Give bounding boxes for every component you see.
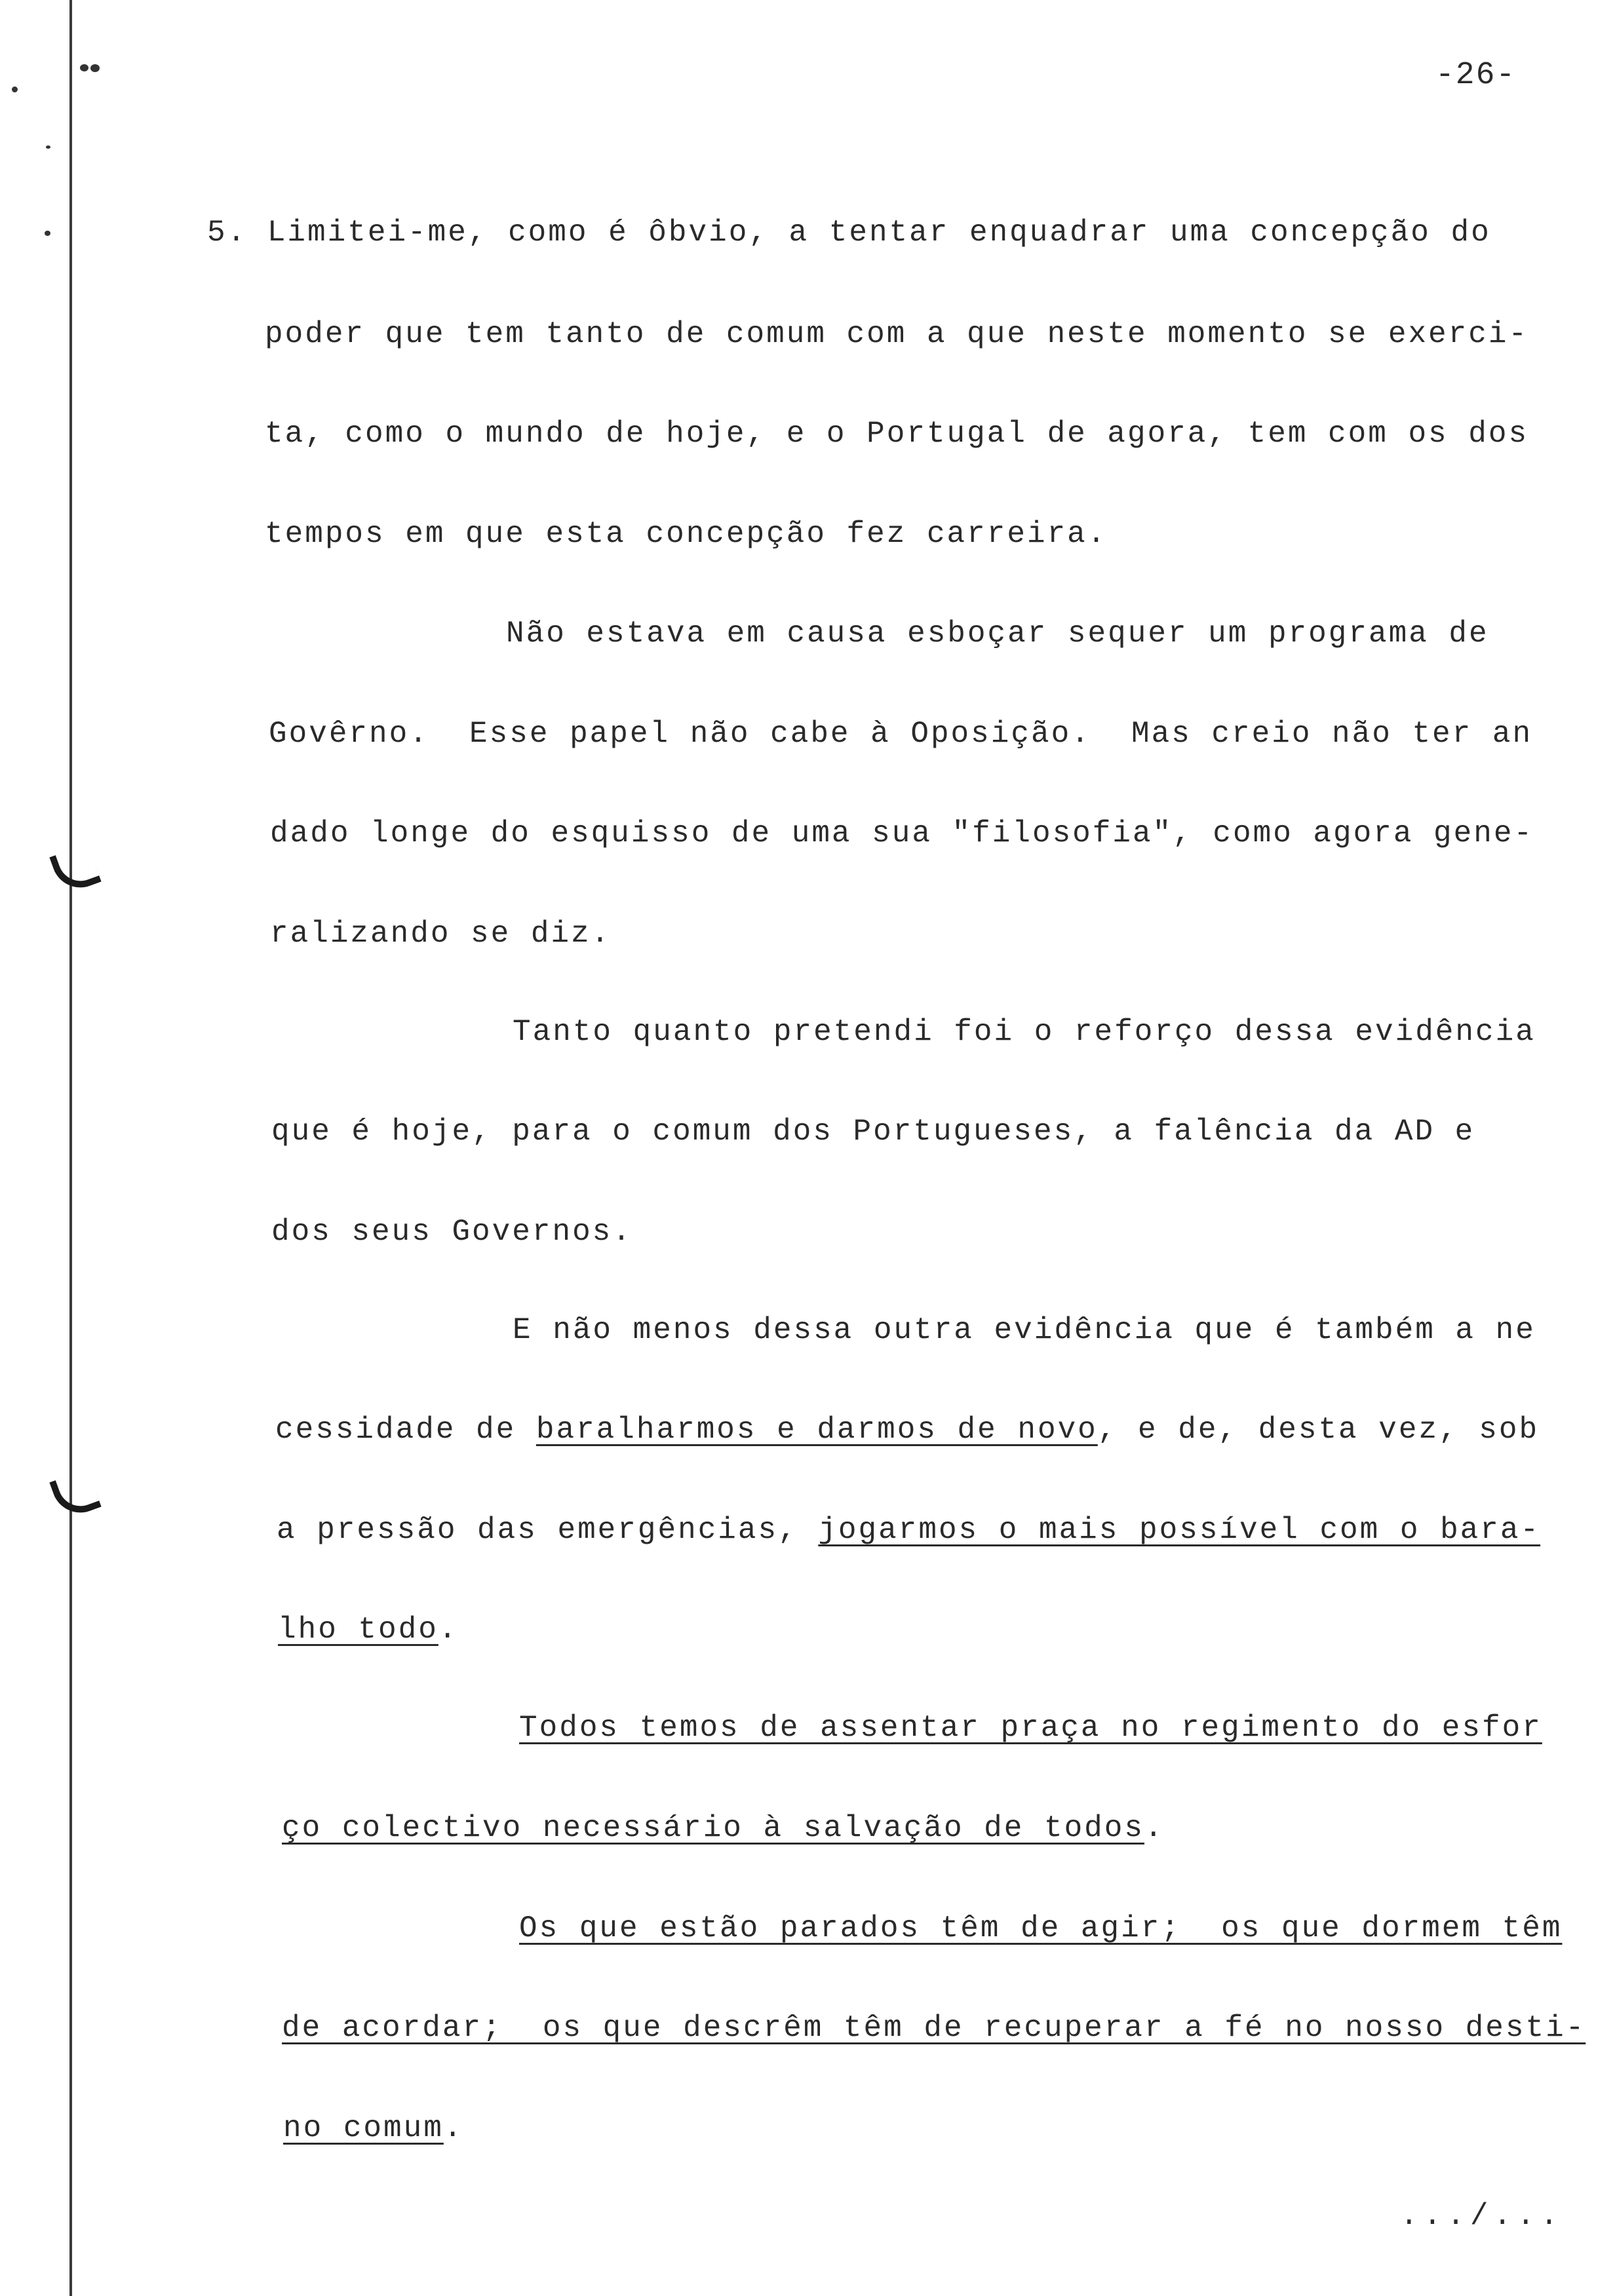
- text-line: [506, 614, 1489, 653]
- margin-bracket-mark: [49, 843, 101, 895]
- text-line: [207, 213, 1491, 252]
- text-line: [519, 1909, 1562, 1948]
- text-line: [513, 1012, 1536, 1052]
- page-number: -26-: [1435, 58, 1517, 93]
- text-segment: tempos em que esta concepção fez carreira.: [265, 517, 1108, 551]
- continuation-mark: .../...: [1400, 2199, 1564, 2233]
- scan-speck: [46, 145, 50, 149]
- text-segment: 5. Limitei-me, como é ôbvio, a tentar enquadrar uma concepção do: [207, 216, 1491, 250]
- text-line: [270, 914, 611, 953]
- text-segment: Não estava em causa esboçar sequer um programa de: [506, 617, 1489, 651]
- underlined-text: ço colectivo necessário à salvação de todos: [282, 1811, 1144, 1845]
- text-segment: , e de, desta vez, sob: [1097, 1413, 1540, 1447]
- scan-speck: [80, 64, 88, 71]
- text-segment: ta, como o mundo de hoje, e o Portugal de agora, tem com os dos: [265, 417, 1529, 451]
- text-line: [275, 1410, 1539, 1449]
- text-line: [278, 1610, 458, 1649]
- text-segment: a pressão das emergências,: [277, 1513, 819, 1547]
- text-line: [270, 814, 1534, 853]
- text-line: [282, 1808, 1165, 1848]
- underlined-text: de acordar; os que descrêm têm de recuperar a fé no nosso desti-: [282, 2011, 1586, 2045]
- text-line: [265, 414, 1528, 453]
- scan-speck: [90, 64, 100, 72]
- text-segment: cessidade de: [275, 1413, 536, 1447]
- text-line: [265, 514, 1107, 554]
- underlined-text: jogarmos o mais possível com o bara-: [818, 1513, 1541, 1547]
- underlined-text: baralharmos e darmos de novo: [535, 1413, 1098, 1447]
- text-segment: .: [443, 2111, 464, 2145]
- text-line: [283, 2109, 463, 2148]
- text-segment: Govêrno. Esse papel não cabe à Oposição. Mas creio não ter an: [269, 717, 1533, 751]
- text-segment: E não menos dessa outra evidência que é também a ne: [513, 1313, 1536, 1347]
- text-segment: dado longe do esquisso de uma sua "filosofia", como agora gene-: [270, 816, 1534, 851]
- text-line: [519, 1708, 1542, 1748]
- text-segment: dos seus Governos.: [271, 1215, 632, 1249]
- underlined-text: Os que estão parados têm de agir; os que dormem têm: [519, 1911, 1563, 1945]
- text-segment: ralizando se diz.: [270, 917, 612, 951]
- text-line: [265, 315, 1528, 354]
- left-margin-rule: [69, 0, 72, 2296]
- text-segment: que é hoje, para o comum dos Portugueses, a falência da AD e: [271, 1115, 1475, 1149]
- scan-speck: [12, 86, 18, 92]
- text-segment: .: [1144, 1811, 1165, 1845]
- text-line: [277, 1510, 1540, 1550]
- text-line: [269, 714, 1532, 754]
- text-segment: Tanto quanto pretendi foi o reforço dessa evidência: [513, 1015, 1536, 1049]
- underlined-text: lho todo: [278, 1613, 438, 1647]
- underlined-text: Todos temos de assentar praça no regimento do esfor: [519, 1711, 1542, 1745]
- text-line: [282, 2008, 1586, 2048]
- underlined-text: no comum: [283, 2111, 444, 2145]
- text-segment: .: [438, 1613, 459, 1647]
- text-line: [271, 1112, 1475, 1151]
- scan-speck: [45, 231, 50, 236]
- text-segment: poder que tem tanto de comum com a que neste momento se exerci-: [265, 317, 1529, 351]
- margin-bracket-mark: [49, 1468, 101, 1520]
- text-line: [513, 1311, 1536, 1350]
- text-line: [271, 1212, 632, 1252]
